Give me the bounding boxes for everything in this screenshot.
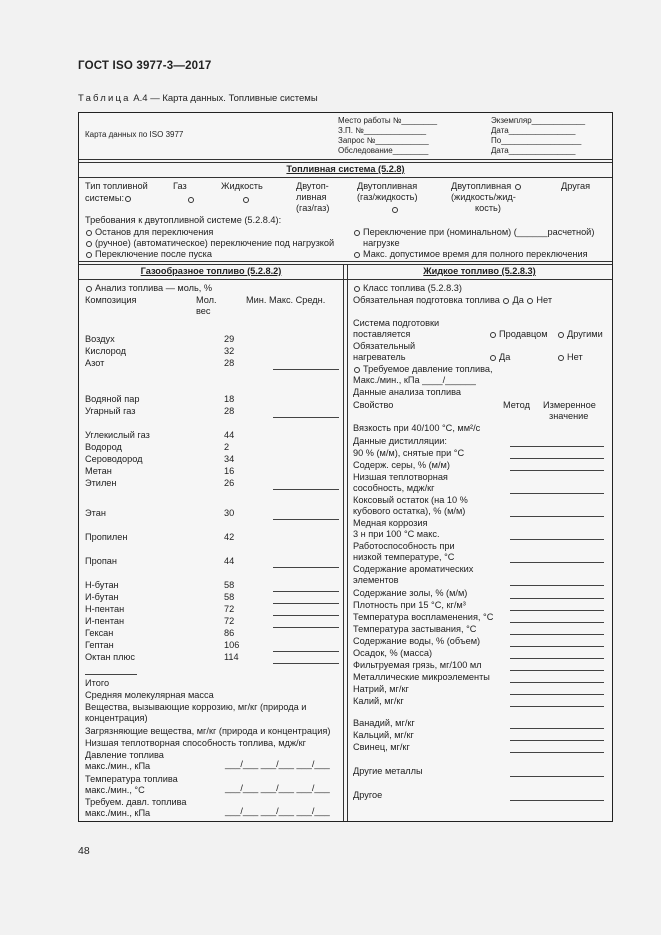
liquid-property: Работоспособность при — [353, 541, 455, 551]
radio-icon[interactable] — [243, 197, 249, 203]
by-field[interactable]: По__________________ — [491, 136, 582, 145]
survey-field[interactable]: Обследование________ — [338, 146, 429, 155]
divider — [79, 279, 612, 280]
fuel-class: Класс топлива (5.2.8.3) — [353, 283, 462, 293]
copy-field[interactable]: Экземпляр____________ — [491, 116, 586, 125]
temperature-input[interactable]: ___/___ ___/___ ___/___ — [225, 783, 330, 793]
gas-component-mw: 16 — [224, 466, 235, 476]
value-input-line[interactable] — [510, 694, 604, 695]
gas-component-mw: 58 — [224, 592, 235, 602]
gas-component-mw: 58 — [224, 580, 235, 590]
value-input-line[interactable] — [510, 682, 604, 683]
liquid-property: Температура воспламенения, °С — [353, 612, 494, 622]
option-liquid: Жидкость — [221, 181, 263, 191]
liquid-property: 3 н при 100 °С макс. — [353, 529, 440, 539]
value-input-line[interactable] — [273, 417, 339, 418]
gas-component-mw: 42 — [224, 532, 235, 542]
gas-component-mw: 28 — [224, 406, 235, 416]
gas-temp-2: макс./мин., °С — [85, 785, 145, 795]
gas-component-mw: 30 — [224, 508, 235, 518]
radio-icon[interactable] — [86, 252, 92, 258]
value-input-line[interactable] — [510, 706, 604, 707]
liquid-property: Содержание воды, % (объем) — [353, 636, 481, 646]
liquid-property: Другое — [353, 790, 383, 800]
value-input-line[interactable] — [510, 800, 604, 801]
radio-icon[interactable] — [558, 355, 564, 361]
gas-component-name: Пропан — [85, 556, 117, 566]
value-input-line[interactable] — [273, 627, 339, 628]
liquid-property: Содержание золы, % (м/м) — [353, 588, 468, 598]
gas-component-name: Водород — [85, 442, 122, 452]
req-pressure-input[interactable]: ___/___ ___/___ ___/___ — [225, 806, 330, 816]
option-dual-gl-2: (газ/жидкость) — [357, 192, 418, 202]
liquid-property: Коксовый остаток (на 10 % — [353, 495, 468, 505]
value-input-line[interactable] — [510, 634, 604, 635]
prep-system-2: поставляется — [353, 329, 411, 339]
value-input-line[interactable] — [510, 658, 604, 659]
req-switch-1: Переключение при (номинальном) (______расчетной) — [353, 227, 594, 237]
total-rule — [85, 674, 137, 675]
col-mol-2: вес — [196, 306, 211, 316]
option-dual-3: (газ/газ) — [296, 203, 330, 213]
liquid-property: Ванадий, мг/кг — [353, 718, 415, 728]
gas-component-name: Пропилен — [85, 532, 128, 542]
gas-req-pressure-1: Требуем. давл. топлива — [85, 797, 187, 807]
value-input-line[interactable] — [510, 493, 604, 494]
option-gas: Газ — [173, 181, 187, 191]
option-dual-1: Двутоп- — [296, 181, 329, 191]
value-input-line[interactable] — [273, 615, 339, 616]
by-seller-option: Продавцом — [489, 329, 548, 339]
prep-system-1: Система подготовки — [353, 318, 440, 328]
value-input-line[interactable] — [510, 516, 604, 517]
fuel-system-title: Топливная система (5.2.8) — [286, 164, 405, 174]
divider — [79, 261, 612, 262]
value-input-line[interactable] — [273, 489, 339, 490]
liquid-property: Кальций, мг/кг — [353, 730, 414, 740]
gas-component-mw: 34 — [224, 454, 235, 464]
column-divider — [343, 264, 344, 821]
caption-text: — Карта данных. Топливные системы — [150, 93, 318, 104]
liquid-req-pressure-2[interactable]: Макс./мин., кПа ____/______ — [353, 375, 476, 385]
radio-icon[interactable] — [558, 332, 564, 338]
divider — [79, 162, 612, 163]
value-input-line[interactable] — [510, 585, 604, 586]
gas-req-pressure-2: макс./мин., кПа — [85, 808, 151, 818]
document-title: ГОСТ ISO 3977-3—2017 — [78, 60, 212, 72]
page-number: 48 — [78, 845, 90, 857]
value-input-line[interactable] — [510, 458, 604, 459]
gas-total: Итого — [85, 678, 110, 688]
option-other: Другая — [561, 181, 591, 191]
gas-component-mw: 32 — [224, 346, 235, 356]
column-divider — [347, 264, 348, 821]
gas-component-name: Этан — [85, 508, 106, 518]
gas-corrosive-2: концентрация) — [85, 713, 148, 723]
value-input-line[interactable] — [510, 670, 604, 671]
gas-pollutants: Загрязняющие вещества, мг/кг (природа и концентрация) — [85, 726, 331, 736]
data-card-table — [78, 112, 613, 822]
gas-component-mw: 44 — [224, 430, 235, 440]
gas-component-name: Сероводород — [85, 454, 143, 464]
gas-temp-1: Температура топлива — [85, 774, 178, 784]
gas-analysis-title: Анализ топлива — моль, % — [85, 283, 212, 293]
gas-component-mw: 29 — [224, 334, 235, 344]
liquid-property: Металлические микроэлементы — [353, 672, 490, 682]
liquid-property: Калий, мг/кг — [353, 696, 404, 706]
gas-component-mw: 72 — [224, 604, 235, 614]
gas-component-mw: 86 — [224, 628, 235, 638]
liquid-property: 90 % (м/м), снятые при °С — [353, 448, 465, 458]
liquid-fuel-title: Жидкое топливо (5.2.8.3) — [423, 266, 536, 276]
divider — [79, 264, 612, 265]
gas-component-mw: 28 — [224, 358, 235, 368]
option-dual-2: ливная — [296, 192, 327, 202]
gas-corrosive-1: Вещества, вызывающие коррозию, мг/кг (природа и — [85, 702, 307, 712]
value-input-line[interactable] — [510, 776, 604, 777]
gas-component-name: Октан плюс — [85, 652, 135, 662]
option-dual-gl-1: Двутопливная — [357, 181, 418, 191]
liquid-property: Свинец, мг/кг — [353, 742, 410, 752]
gas-pressure-2: макс./мин., кПа — [85, 761, 151, 771]
liquid-property: кубового остатка), % (м/м) — [353, 506, 466, 516]
radio-icon[interactable] — [503, 298, 509, 304]
value-input-line[interactable] — [273, 519, 339, 520]
liquid-property: Другие металлы — [353, 766, 423, 776]
gas-component-name: Водяной пар — [85, 394, 140, 404]
col-property: Свойство — [353, 400, 394, 410]
gas-lhv: Низшая теплотворная способность топлива, мдж/кг — [85, 738, 306, 748]
gas-component-name: Гексан — [85, 628, 114, 638]
liquid-property: Низшая теплотворная — [353, 472, 448, 482]
gas-component-name: Угарный газ — [85, 406, 136, 416]
liquid-property: Медная коррозия — [353, 518, 428, 528]
caption-prefix: Таблица — [78, 93, 131, 104]
liquid-property: Плотность при 15 °С, кг/м³ — [353, 600, 466, 610]
col-measured-2: значение — [549, 411, 589, 421]
option-dual-ll-2: (жидкость/жид- — [451, 192, 516, 202]
value-input-line[interactable] — [510, 646, 604, 647]
heater-yes: Да — [489, 352, 510, 362]
liquid-property: Натрий, мг/кг — [353, 684, 409, 694]
radio-icon[interactable] — [527, 298, 533, 304]
radio-icon[interactable] — [188, 197, 194, 203]
radio-icon[interactable] — [125, 196, 131, 202]
col-composition: Композиция — [85, 295, 137, 305]
value-input-line[interactable] — [510, 562, 604, 563]
gas-component-mw: 106 — [224, 640, 240, 650]
radio-icon[interactable] — [86, 241, 92, 247]
liquid-property: Вязкость при 40/100 °С, мм²/с — [353, 423, 481, 433]
gas-component-mw: 114 — [224, 652, 239, 662]
radio-icon[interactable] — [490, 355, 496, 361]
value-input-line[interactable] — [510, 610, 604, 611]
gas-avg-mw: Средняя молекулярная масса — [85, 690, 214, 700]
gas-pressure-1: Давление топлива — [85, 750, 164, 760]
req-manual: (ручное) (автоматическое) переключение под нагрузкой — [85, 238, 334, 248]
heater-no: Нет — [557, 352, 583, 362]
gas-component-name: Гептан — [85, 640, 114, 650]
liquid-property: низкой температуре, °С — [353, 552, 455, 562]
req-after-start: Переключение после пуска — [85, 249, 212, 259]
liquid-property: Содерж. серы, % (м/м) — [353, 460, 450, 470]
liquid-property: Содержание ароматических — [353, 564, 474, 574]
radio-icon[interactable] — [86, 230, 92, 236]
liquid-property: Фильтруемая грязь, мг/100 мл — [353, 660, 482, 670]
radio-icon[interactable] — [515, 184, 521, 190]
radio-icon[interactable] — [354, 286, 360, 292]
liquid-property: Данные дистилляции: — [353, 436, 447, 446]
divider — [79, 177, 612, 178]
value-input-line[interactable] — [273, 591, 339, 592]
liquid-req-pressure: Требуемое давление топлива, — [353, 364, 493, 374]
value-input-line[interactable] — [510, 740, 604, 741]
req-max-time: Макс. допустимое время для полного переключения — [353, 249, 588, 259]
pressure-input[interactable]: ___/___ ___/___ ___/___ — [225, 759, 330, 769]
gas-component-mw: 2 — [224, 442, 230, 452]
gas-component-name: Кислород — [85, 346, 127, 356]
dual-req-title: Требования к двутопливной системе (5.2.8.4): — [85, 215, 282, 225]
gas-component-name: Воздух — [85, 334, 115, 344]
liquid-property: Температура застывания, °С — [353, 624, 477, 634]
col-method: Метод — [503, 400, 530, 410]
req-stop: Останов для переключения — [85, 227, 213, 237]
value-input-line[interactable] — [273, 651, 339, 652]
liquid-property: элементов — [353, 575, 399, 585]
heater-2: нагреватель — [353, 352, 406, 362]
by-others-option: Другими — [557, 329, 603, 339]
value-input-line[interactable] — [510, 622, 604, 623]
fuel-type-label-2: системы: — [85, 193, 134, 203]
liquid-property: сособность, мдж/кг — [353, 483, 435, 493]
value-input-line[interactable] — [273, 603, 339, 604]
divider — [79, 159, 612, 160]
value-input-line[interactable] — [510, 598, 604, 599]
value-input-line[interactable] — [273, 567, 339, 568]
value-input-line[interactable] — [510, 446, 604, 447]
value-input-line[interactable] — [510, 470, 604, 471]
table-caption — [78, 93, 318, 104]
workplace-field[interactable]: Место работы №________ — [338, 116, 438, 125]
gas-component-mw: 44 — [224, 556, 235, 566]
prep-required: Обязательная подготовка топлива Да Нет — [353, 295, 553, 305]
col-measured-1: Измеренное — [543, 400, 596, 410]
value-input-line[interactable] — [510, 752, 604, 753]
gas-component-mw: 18 — [224, 394, 235, 404]
radio-icon[interactable] — [354, 252, 360, 258]
gas-component-name: Этилен — [85, 478, 117, 488]
req-switch-2: нагрузке — [363, 238, 400, 248]
gas-component-name: Н-бутан — [85, 580, 119, 590]
gas-component-name: Азот — [85, 358, 105, 368]
liquid-property: Осадок, % (масса) — [353, 648, 433, 658]
radio-icon[interactable] — [354, 230, 360, 236]
gas-component-name: И-бутан — [85, 592, 119, 602]
gas-component-mw: 72 — [224, 616, 235, 626]
request-field[interactable]: Запрос №____________ — [338, 136, 429, 145]
gas-component-name: Углекислый газ — [85, 430, 150, 440]
fuel-type-label-1: Тип топливной — [85, 181, 148, 191]
option-dual-ll-1: Двутопливная — [451, 181, 524, 191]
gas-component-mw: 26 — [224, 478, 235, 488]
date-field-2[interactable]: Дата_______________ — [491, 146, 576, 155]
date-field-1[interactable]: Дата_______________ — [491, 126, 576, 135]
gas-component-name: Метан — [85, 466, 112, 476]
option-dual-ll-3: кость) — [475, 203, 501, 213]
value-input-line[interactable] — [510, 728, 604, 729]
zp-field[interactable]: З.П. №______________ — [338, 126, 427, 135]
value-input-line[interactable] — [273, 663, 339, 664]
card-label: Карта данных по ISO 3977 — [85, 130, 184, 139]
col-min-max-avg: Мин. Макс. Средн. — [246, 295, 326, 305]
radio-icon[interactable] — [86, 286, 92, 292]
col-mol-1: Мол. — [196, 295, 217, 305]
gas-component-name: И-пентан — [85, 616, 125, 626]
radio-icon[interactable] — [392, 207, 398, 213]
gas-fuel-title: Газообразное топливо (5.2.8.2) — [140, 266, 282, 276]
radio-icon[interactable] — [490, 332, 496, 338]
liquid-analysis-title: Данные анализа топлива — [353, 387, 461, 397]
value-input-line[interactable] — [273, 369, 339, 370]
caption-number: А.4 — [133, 93, 148, 104]
heater-1: Обязательный — [353, 341, 416, 351]
gas-component-name: Н-пентан — [85, 604, 125, 614]
value-input-line[interactable] — [510, 539, 604, 540]
radio-icon[interactable] — [354, 367, 360, 373]
